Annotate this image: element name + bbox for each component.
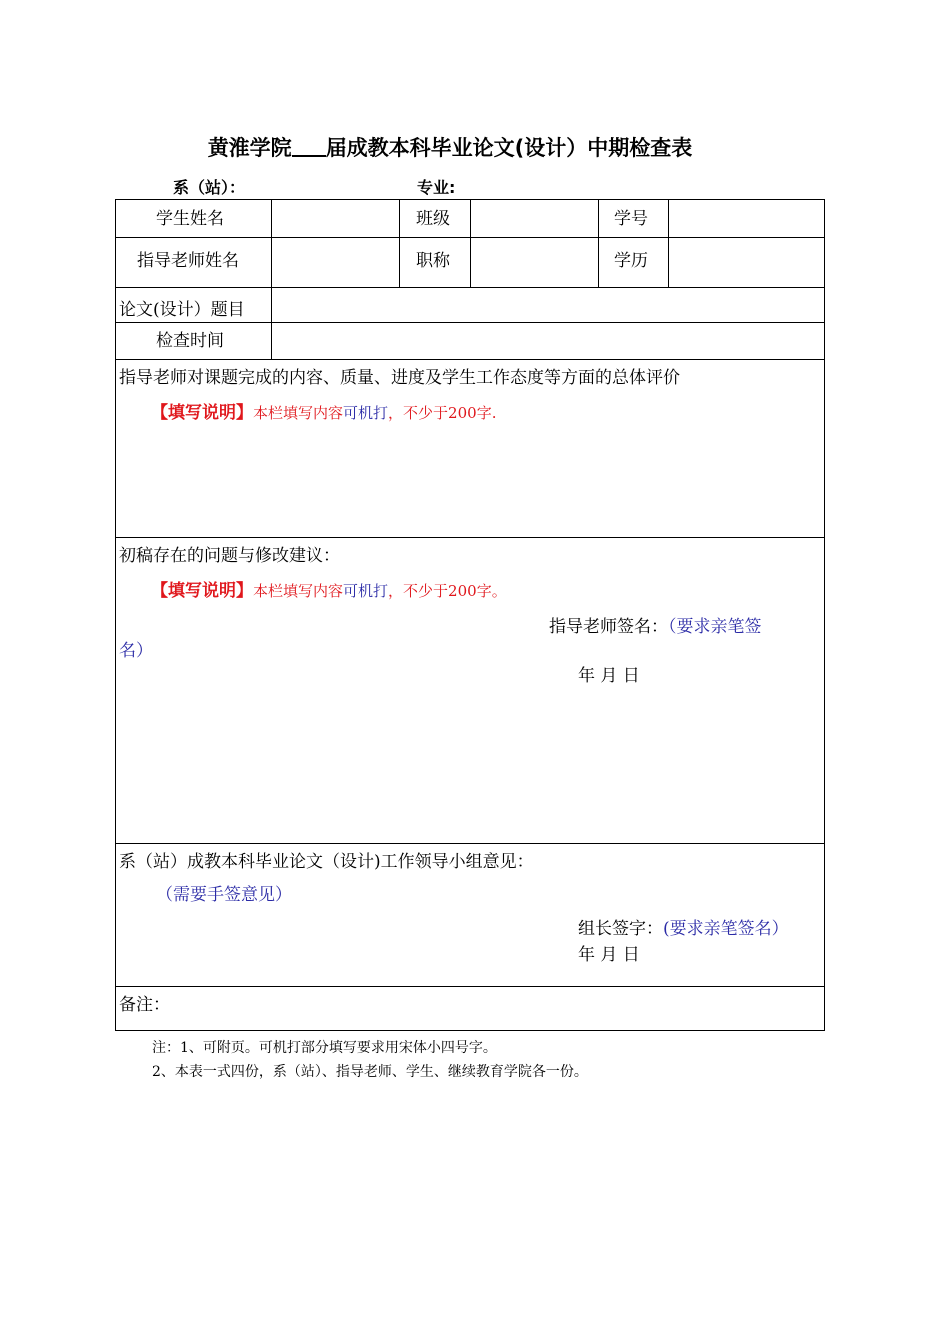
advisor-sign-date: 年 月 日 bbox=[578, 666, 640, 686]
student-name-label: 学生姓名 bbox=[156, 209, 224, 229]
fill-instruction-tag: 【填写说明】 bbox=[151, 581, 253, 601]
advisor-signature-line bbox=[549, 612, 762, 637]
major-label: 专业: bbox=[417, 178, 456, 197]
row-rule bbox=[116, 537, 824, 538]
fill-instruction-tag: 【填写说明】 bbox=[151, 403, 253, 423]
class-label: 班级 bbox=[416, 209, 450, 229]
footnote-1: 注：1、可附页。可机打部分填写要求用宋体小四号字。 bbox=[152, 1040, 497, 1056]
footnote-2: 2、本表一式四份，系（站）、指导老师、学生、继续教育学院各一份。 bbox=[152, 1064, 588, 1080]
handwritten-opinion-hint: （需要手签意见） bbox=[156, 885, 292, 905]
leader-sign-date: 年 月 日 bbox=[578, 945, 640, 965]
col-rule bbox=[598, 200, 599, 287]
signature-requirement-wrap: 名） bbox=[119, 641, 153, 661]
col-rule bbox=[271, 287, 272, 359]
draft-issues-heading: 初稿存在的问题与修改建议： bbox=[119, 546, 340, 566]
inspection-form-table bbox=[115, 199, 825, 1031]
fill-instruction-2: 【填写说明】本栏填写内容可机打，不少于200字。 bbox=[151, 581, 507, 601]
title-rank-label: 职称 bbox=[416, 251, 450, 271]
signature-requirement: （要求亲笔签 bbox=[668, 617, 762, 637]
department-label: 系（站）： bbox=[173, 178, 246, 197]
year-blank bbox=[292, 135, 326, 157]
overall-evaluation-heading: 指导老师对课题完成的内容、质量、进度及学生工作态度等方面的总体评价 bbox=[119, 368, 680, 388]
col-rule bbox=[668, 200, 669, 287]
education-label: 学历 bbox=[614, 251, 648, 271]
title-suffix: 届成教本科毕业论文(设计）中期检查表 bbox=[325, 136, 693, 160]
row-rule bbox=[116, 359, 824, 360]
col-rule bbox=[271, 200, 272, 287]
col-rule bbox=[470, 200, 471, 287]
check-time-label: 检查时间 bbox=[156, 331, 224, 351]
col-rule bbox=[399, 200, 400, 287]
title-prefix: 黄淮学院 bbox=[207, 136, 292, 160]
leadership-opinion-heading: 系（站）成教本科毕业论文（设计)工作领导小组意见： bbox=[119, 852, 534, 872]
fill-instruction-1: 【填写说明】本栏填写内容可机打，不少于200字. bbox=[151, 403, 497, 423]
thesis-topic-label: 论文(设计）题目 bbox=[119, 300, 245, 320]
student-id-label: 学号 bbox=[614, 209, 648, 229]
leader-signature-line bbox=[578, 914, 789, 939]
advisor-signature-label: 指导老师签名： bbox=[549, 617, 668, 637]
remarks-label: 备注： bbox=[119, 995, 170, 1015]
leader-signature-label: 组长签字： bbox=[578, 919, 663, 939]
row-rule bbox=[116, 287, 824, 288]
row-rule bbox=[116, 322, 824, 323]
advisor-name-label: 指导老师姓名 bbox=[137, 251, 239, 271]
row-rule bbox=[116, 843, 824, 844]
leader-signature-requirement: (要求亲笔签名） bbox=[663, 919, 789, 939]
page-title bbox=[0, 132, 900, 162]
row-rule bbox=[116, 986, 824, 987]
